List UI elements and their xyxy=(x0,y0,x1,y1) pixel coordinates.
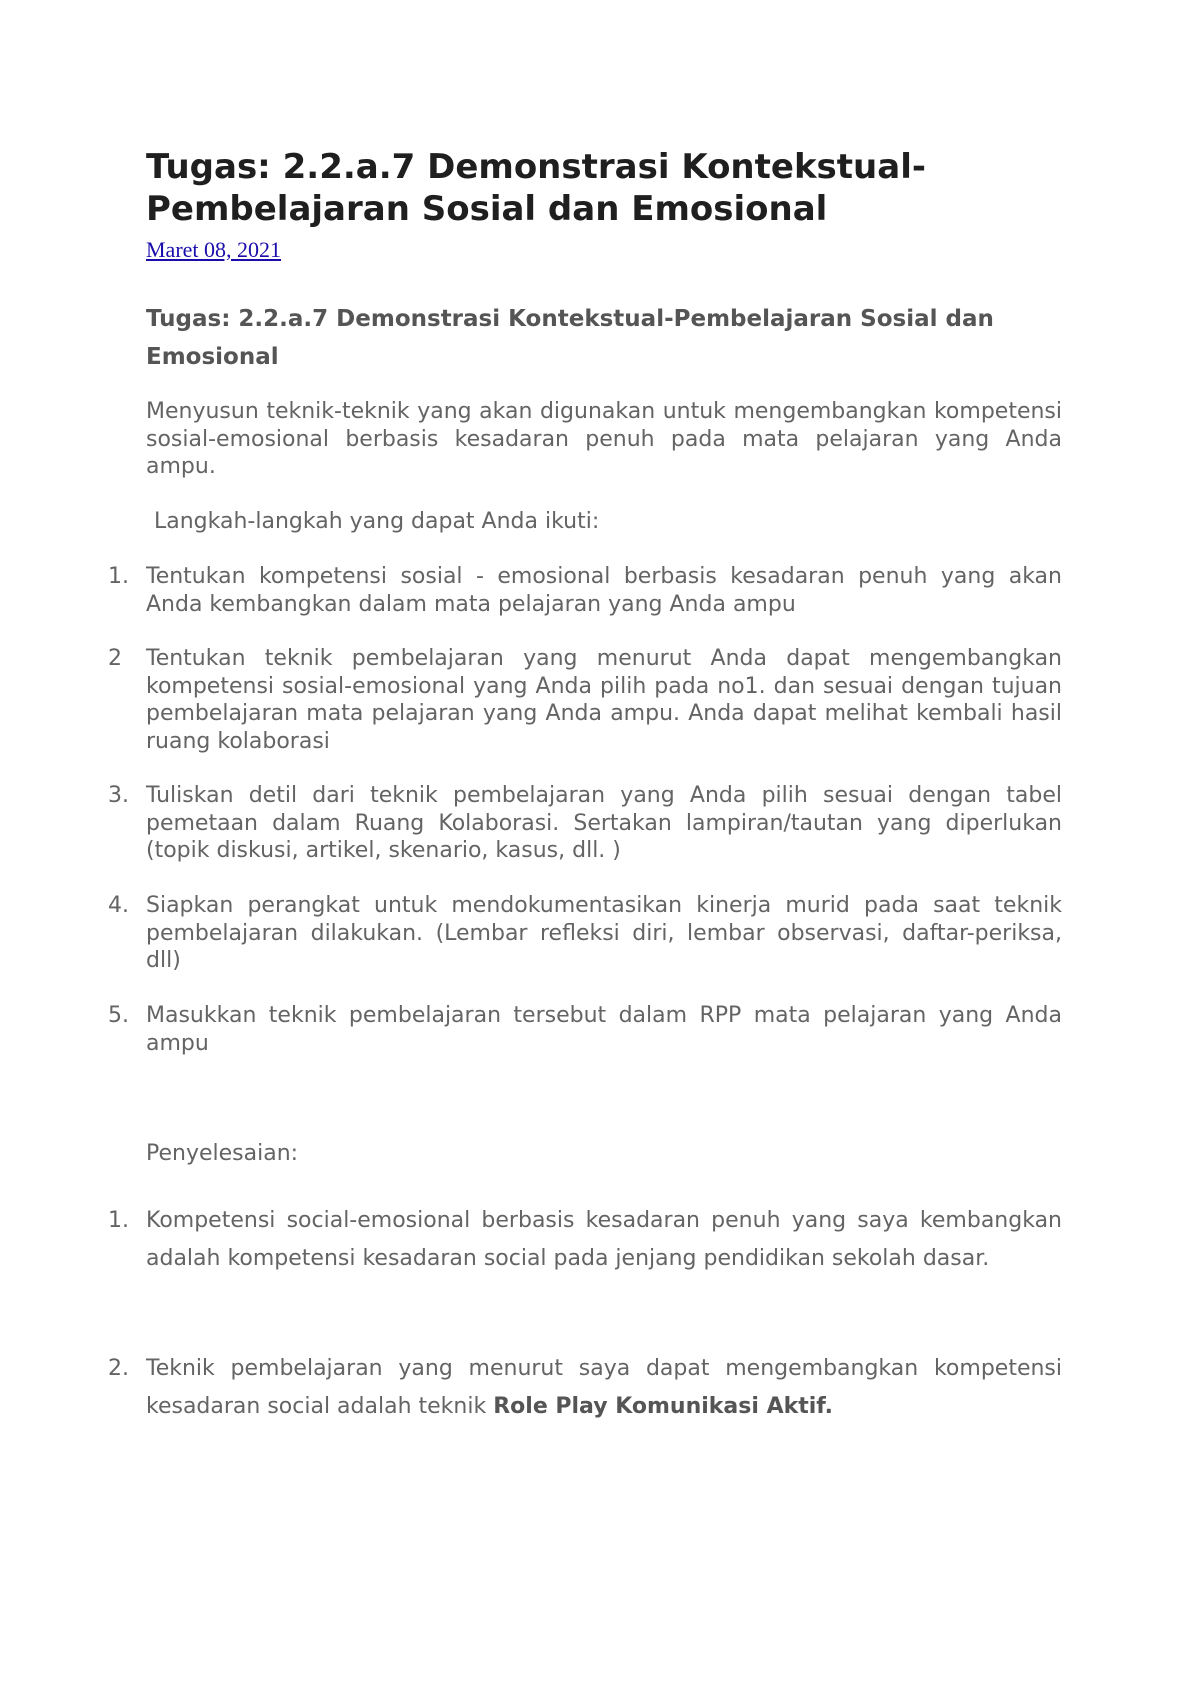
list-item-text: Siapkan perangkat untuk mendokumentasikan kinerja murid pada saat teknik pembelajaran dilakukan. (Lembar refleksi diri, lembar observasi, daftar-periksa, dll) xyxy=(146,893,1062,973)
post-date-link[interactable]: Maret 08, 2021 xyxy=(146,237,282,262)
list-number: 2. xyxy=(108,1356,129,1381)
solution-heading: Penyelesaian: xyxy=(146,1141,299,1166)
section-heading: Tugas: 2.2.a.7 Demonstrasi Kontekstual-Pembelajaran Sosial dan Emosional xyxy=(146,306,994,370)
list-item-text: Masukkan teknik pembelajaran tersebut dalam RPP mata pelajaran yang Anda ampu xyxy=(146,1003,1062,1056)
list-item-text: Tuliskan detil dari teknik pembelajaran yang Anda pilih sesuai dengan tabel pemetaan dalam Ruang Kolaborasi. Sertakan lampiran/tautan yang diperlukan (topik diskusi, artikel, skenario, kasus, dll. ) xyxy=(146,783,1062,863)
list-number: 1. xyxy=(108,1208,129,1233)
list-item-text xyxy=(146,1350,1062,1426)
list-number: 3. xyxy=(108,783,129,808)
emphasis-text: Role Play Komunikasi Aktif. xyxy=(493,1394,834,1419)
list-number: 2 xyxy=(108,646,122,671)
list-number: 5. xyxy=(108,1003,129,1028)
solution-text: Teknik pembelajaran yang menurut saya dapat mengembangkan kompetensi kesadaran social adalah teknik xyxy=(146,1356,1062,1419)
list-item-text: Kompetensi social-emosional berbasis kesadaran penuh yang saya kembangkan adalah kompetensi kesadaran social pada jenjang pendidikan sekolah dasar. xyxy=(146,1208,1062,1271)
list-number: 1. xyxy=(108,564,129,589)
list-item-text: Tentukan kompetensi sosial - emosional berbasis kesadaran penuh yang akan Anda kembangkan dalam mata pelajaran yang Anda ampu xyxy=(146,564,1062,617)
list-item-text: Tentukan teknik pembelajaran yang menurut Anda dapat mengembangkan kompetensi sosial-emosional yang Anda pilih pada no1. dan sesuai dengan tujuan pembelajaran mata pelajaran yang Anda ampu. Anda dapat melihat kembali hasil ruang kolaborasi xyxy=(146,646,1062,754)
page-title: Tugas: 2.2.a.7 Demonstrasi Kontekstual-Pembelajaran Sosial dan Emosional xyxy=(146,147,926,229)
list-number: 4. xyxy=(108,893,129,918)
steps-heading: Langkah-langkah yang dapat Anda ikuti: xyxy=(154,509,600,534)
intro-paragraph: Menyusun teknik-teknik yang akan digunakan untuk mengembangkan kompetensi sosial-emosional berbasis kesadaran penuh pada mata pelajaran yang Anda ampu. xyxy=(146,399,1062,479)
